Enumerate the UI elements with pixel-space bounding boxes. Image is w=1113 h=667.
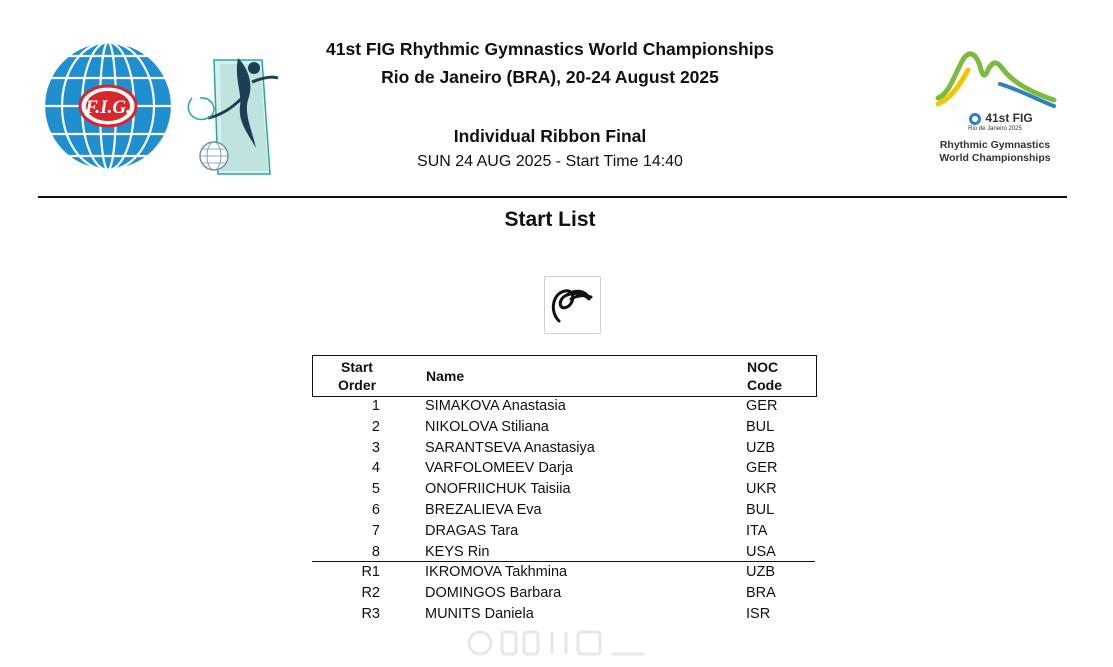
athlete-name: VARFOLOMEEV Darja: [425, 460, 573, 476]
header-noc-code: [747, 358, 782, 394]
apparatus-icon-box: [544, 276, 601, 334]
championship-title: 41st FIG Rhythmic Gymnastics World Championships: [326, 39, 774, 59]
table-row: [312, 417, 817, 438]
header-noc-line1: NOC: [747, 359, 779, 375]
table-row: [312, 458, 817, 479]
start-order: 7: [371, 523, 380, 539]
ribbon-icon: [545, 277, 600, 333]
athlete-name: NIKOLOVA Stiliana: [425, 419, 549, 435]
fig-badge-text: F.I.G.: [85, 97, 131, 118]
table-row: [312, 500, 817, 521]
athlete-name: SARANTSEVA Anastasiya: [425, 440, 595, 456]
reserve-row: [312, 604, 817, 625]
reserve-row: [312, 583, 817, 604]
event-logo-place: Rio de Janeiro 2025: [968, 126, 1022, 132]
watermark-graphic: [462, 628, 652, 658]
fig-badge: [80, 86, 136, 126]
event-logo-suffix: st FIG: [998, 111, 1033, 125]
athlete-name: BREZALIEVA Eva: [425, 502, 542, 518]
event-logo-number-row: [944, 111, 1074, 125]
fig-logo: [42, 38, 280, 178]
noc-code: ITA: [746, 523, 768, 539]
header-name: Name: [426, 368, 465, 384]
event-time: SUN 24 AUG 2025 - Start Time 14:40: [417, 153, 683, 170]
athlete-name: ONOFRIICHUK Taisiia: [425, 481, 571, 497]
start-order: R2: [361, 585, 380, 601]
start-order: 8: [371, 544, 380, 560]
noc-code: GER: [746, 398, 778, 414]
event-logo: [930, 40, 1060, 170]
noc-code: ISR: [746, 606, 771, 622]
table-row: [312, 542, 817, 563]
athlete-name: MUNITS Daniela: [425, 606, 534, 622]
table-row: [312, 521, 817, 542]
noc-code: BUL: [746, 502, 775, 518]
noc-code: BRA: [746, 585, 776, 601]
athlete-name: SIMAKOVA Anastasia: [425, 398, 566, 414]
noc-code: GER: [746, 460, 778, 476]
page-title: Start List: [504, 208, 596, 231]
noc-code: UZB: [746, 440, 775, 456]
start-order: 3: [371, 440, 380, 456]
championship-location: Rio de Janeiro (BRA), 20-24 August 2025: [381, 67, 719, 87]
athlete-name: KEYS Rin: [425, 544, 490, 560]
athlete-name: DRAGAS Tara: [425, 523, 519, 539]
noc-code: BUL: [746, 419, 775, 435]
noc-code: USA: [746, 544, 776, 560]
table-row: [312, 479, 817, 500]
start-order: 6: [371, 502, 380, 518]
start-order: R1: [361, 564, 380, 580]
header-noc-line2: Code: [747, 377, 782, 393]
start-order: 4: [371, 460, 380, 476]
noc-code: UZB: [746, 564, 775, 580]
mountain-wave-icon: [930, 40, 1060, 112]
event-logo-number: 41: [985, 111, 999, 125]
start-order: 2: [371, 419, 380, 435]
header-start-order-line2: Order: [337, 377, 377, 393]
table-row: [312, 396, 817, 417]
event-logo-line1: Rhythmic Gymnastics: [939, 139, 1051, 151]
table-row: [312, 438, 817, 459]
athlete-name: DOMINGOS Barbara: [425, 585, 562, 601]
header-divider: [38, 196, 1067, 198]
header-start-order-line1: Start: [341, 359, 373, 375]
start-order: 1: [371, 398, 380, 414]
header-start-order: [337, 358, 377, 394]
event-name: Individual Ribbon Final: [453, 126, 647, 146]
table-header: [312, 355, 817, 397]
reserve-row: [312, 562, 817, 583]
start-order: R3: [361, 606, 380, 622]
noc-code: UKR: [746, 481, 777, 497]
athlete-name: IKROMOVA Takhmina: [425, 564, 568, 580]
event-logo-line2: World Championships: [939, 152, 1051, 164]
start-order: 5: [371, 481, 380, 497]
